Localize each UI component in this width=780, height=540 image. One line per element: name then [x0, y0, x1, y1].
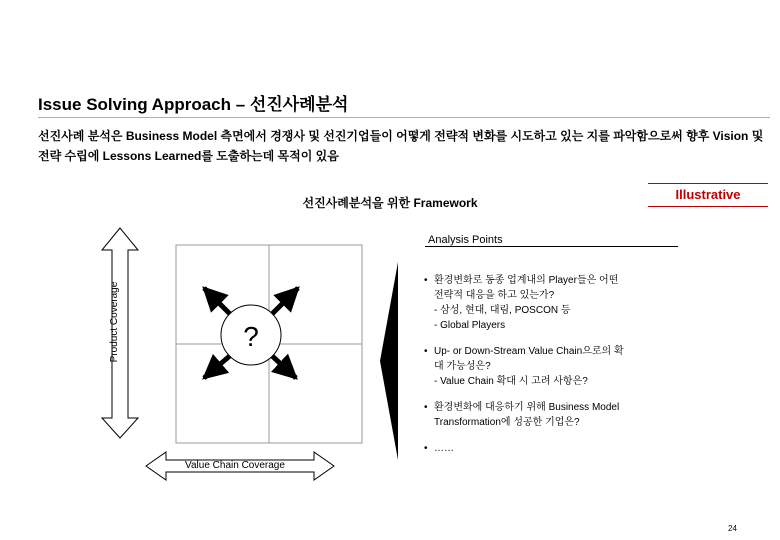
item-line: …… — [434, 443, 454, 454]
item-subline: - 삼성, 현대, 대림, POSCON 등 — [434, 305, 571, 316]
item-line: Transformation에 성공한 기업은? — [434, 417, 580, 428]
bullet-icon: • — [424, 402, 428, 413]
value-chain-coverage-label: Value Chain Coverage — [185, 460, 285, 471]
framework-title: 선진사례분석을 위한 Framework — [302, 196, 478, 210]
analysis-points-list — [422, 273, 682, 467]
intro-paragraph: 선진사례 분석은 Business Model 측면에서 경쟁사 및 선진기업들이 어떻게 전략적 변화를 시도하고 있는 지를 파악함으로써 향후 Vision 및 전략 수립에 Lessons Learned를 도출하는데 목적이 있음 — [38, 129, 764, 163]
question-mark: ? — [243, 321, 259, 352]
illustrative-badge: Illustrative — [648, 183, 768, 207]
item-subline: - Global Players — [434, 320, 506, 331]
list-item — [422, 344, 682, 389]
item-line: 환경변화로 동종 업계내의 Player들은 어떤 — [434, 275, 619, 286]
bullet-icon: • — [424, 346, 428, 357]
page-title: Issue Solving Approach – 선진사례분석 — [38, 95, 349, 114]
list-item — [422, 400, 682, 430]
analysis-points-label: Analysis Points — [428, 234, 503, 246]
item-line: 전략적 대응을 하고 있는가? — [434, 290, 555, 301]
product-coverage-label: Product Coverage — [109, 281, 120, 363]
analysis-points-divider — [425, 246, 678, 247]
item-subline: - Value Chain 확대 시 고려 사항은? — [434, 376, 588, 387]
item-line: 대 가능성은? — [434, 361, 491, 372]
bullet-icon: • — [424, 275, 428, 286]
item-line: Up- or Down-Stream Value Chain으로의 확 — [434, 346, 624, 357]
bullet-icon: • — [424, 443, 428, 454]
pointer-triangle — [380, 262, 398, 460]
list-item — [422, 273, 682, 333]
list-item — [422, 441, 682, 456]
item-line: 환경변화에 대응하기 위해 Business Model — [434, 402, 620, 413]
page-number: 24 — [728, 524, 737, 533]
product-coverage-arrow — [102, 228, 138, 438]
